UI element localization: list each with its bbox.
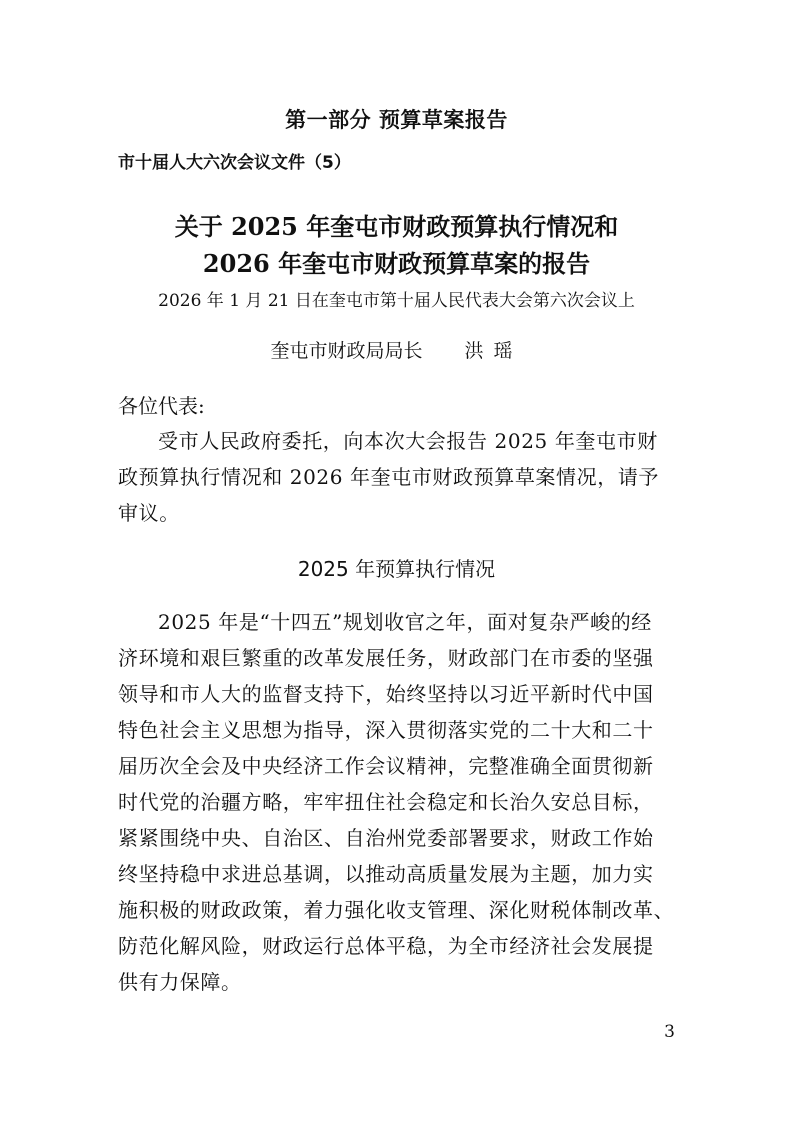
reporter-line [0,336,793,363]
body-line: 届历次全会及中央经济工作会议精神，完整准确全面贯彻新 [118,754,654,778]
report-title-line-1: 关于 2025 年奎屯市财政预算执行情况和 [174,212,619,241]
salutation: 各位代表: [118,394,205,418]
meeting-info: 2026 年 1 月 21 日在奎屯市第十届人民代表大会第六次会议上 [158,291,635,311]
body-line: 时代党的治疆方略，牢牢扭住社会稳定和长治久安总目标， [118,790,654,814]
body-line: 特色社会主义思想为指导，深入贯彻落实党的二十大和二十 [118,718,654,742]
body-line: 供有力保障。 [118,970,242,994]
report-title-line-2: 2026 年奎屯市财政预算草案的报告 [202,249,591,278]
body-line: 领导和市人大的监督支持下，始终坚持以习近平新时代中国 [118,682,654,706]
body-line: 2025 年是“十四五”规划收官之年，面对复杂严峻的经 [158,610,652,634]
body-line: 防范化解风险，财政运行总体平稳，为全市经济社会发展提 [118,934,654,958]
reporter-name: 洪瑶 [464,340,523,362]
part-title: 第一部分 预算草案报告 [285,108,508,132]
body-line: 济环境和艰巨繁重的改革发展任务，财政部门在市委的坚强 [118,646,654,670]
document-label: 市十届人大六次会议文件（5） [118,153,351,173]
body-line: 施积极的财政政策，着力强化收支管理、深化财税体制改革、 [118,898,675,922]
section-heading: 2025 年预算执行情况 [297,557,496,581]
body-line: 终坚持稳中求进总基调，以推动高质量发展为主题，加力实 [118,862,654,886]
page-number: 3 [664,1022,675,1042]
body-line: 紧紧围绕中央、自治区、自治州党委部署要求，财政工作始 [118,826,654,850]
intro-line: 审议。 [118,501,180,525]
intro-line: 受市人民政府委托，向本次大会报告 2025 年奎屯市财 [158,429,658,453]
reporter-position: 奎屯市财政局局长 [270,340,423,362]
intro-line: 政预算执行情况和 2026 年奎屯市财政预算草案情况，请予 [118,465,660,489]
